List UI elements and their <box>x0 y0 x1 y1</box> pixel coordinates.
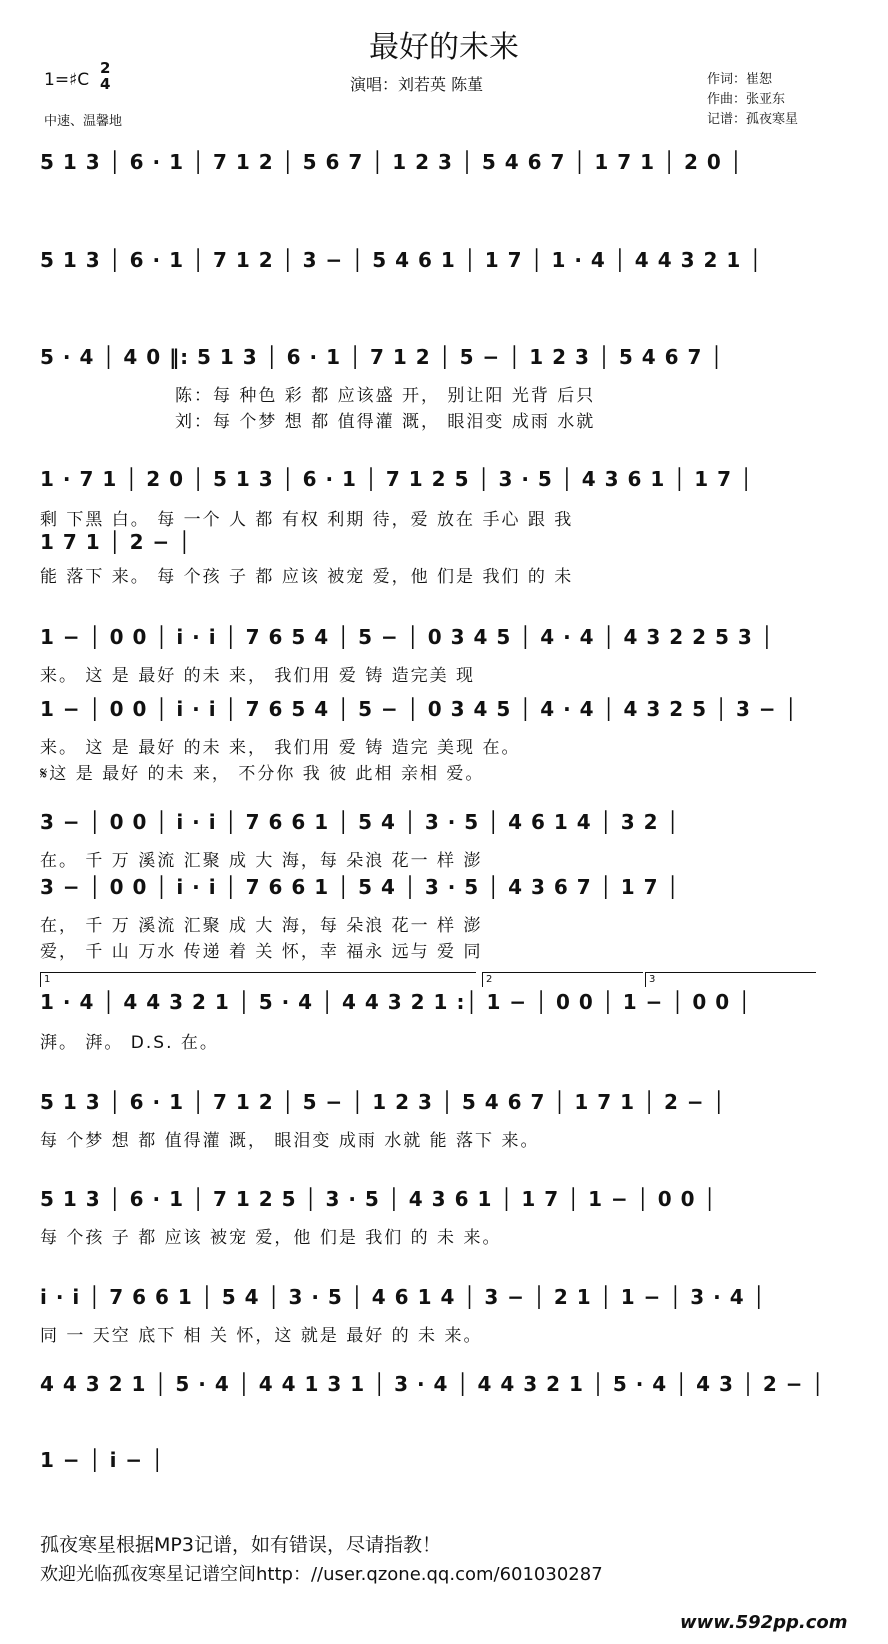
lyrics-row-13: 同 一 天空 底下 相 关 怀，这 就是 最好 的 未 来。 <box>40 1326 483 1346</box>
notes-row-14: 4 4 3 2 1 │ 5 · 4 │ 4 4 1 3 1 │ 3 · 4 │ 4 4 3 2 1 │ 5 · 4 │ 4 3 │ 2 − │ <box>40 1372 825 1396</box>
time-signature <box>100 60 110 92</box>
composer: 作曲：张亚东 <box>707 92 786 107</box>
transcriber: 记谱：孤夜寒星 <box>707 112 799 127</box>
singers: 演唱：刘若英 陈堇 <box>350 75 484 94</box>
notes-row-15: 1 − │ i − │ <box>40 1448 165 1472</box>
volta-number-3: 3 <box>649 974 656 985</box>
lyrics-row-8: 在。 千 万 溪流 汇聚 成 大 海，每 朵浪 花一 样 澎 <box>40 851 483 871</box>
lyrics-row-7b: 𝄋这 是 最好 的未 来， 不分你 我 彼 此相 亲相 爱。 <box>40 764 485 784</box>
volta-number-2: 2 <box>486 974 493 985</box>
footer-line-1: 孤夜寒星根据MP3记谱，如有错误，尽请指教！ <box>40 1534 441 1556</box>
song-title: 最好的未来 <box>369 30 519 65</box>
notes-row-10: 1 · 4 │ 4 4 3 2 1 │ 5 · 4 │ 4 4 3 2 1 :│ 1 − │ 0 0 │ 1 − │ 0 0 │ <box>40 990 752 1014</box>
notes-row-8: 3 − │ 0 0 │ i · i │ 7 6 6 1 │ 5 4 │ 3 · 5 │ 4 6 1 4 │ 3 2 │ <box>40 810 680 834</box>
lyrics-row-6: 来。 这 是 最好 的未 来， 我们用 爱 铸 造完美 现 <box>40 666 476 686</box>
time-top: 2 <box>100 59 111 77</box>
lyricist: 作词：崔恕 <box>707 72 773 87</box>
lyrics-row-4: 剩 下黑 白。 每 一个 人 都 有权 利期 待，爱 放在 手心 跟 我 <box>40 510 574 530</box>
lyrics-row-10: 湃。 湃。 D.S. 在。 <box>40 1033 219 1053</box>
watermark: www.592pp.com <box>680 1612 848 1633</box>
notes-row-1: 5 1 3 │ 6 · 1 │ 7 1 2 │ 5 6 7 │ 1 2 3 │ 5 4 6 7 │ 1 7 1 │ 2 0 │ <box>40 150 743 174</box>
notes-row-5: 1 7 1 │ 2 − │ <box>40 530 192 554</box>
tempo-marking: 中速、温馨地 <box>44 114 123 129</box>
lyrics-row-9b: 爱， 千 山 万水 传递 着 关 怀，幸 福永 远与 爱 同 <box>40 942 483 962</box>
time-bottom: 4 <box>100 75 111 93</box>
notes-row-6: 1 − │ 0 0 │ i · i │ 7 6 5 4 │ 5 − │ 0 3 4 5 │ 4 · 4 │ 4 3 2 2 5 3 │ <box>40 625 774 649</box>
lyrics-row-11: 每 个梦 想 都 值得灌 溉， 眼泪变 成雨 水就 能 落下 来。 <box>40 1131 540 1151</box>
notes-row-13: i · i │ 7 6 6 1 │ 5 4 │ 3 · 5 │ 4 6 1 4 │ 3 − │ 2 1 │ 1 − │ 3 · 4 │ <box>40 1285 766 1309</box>
notes-row-7: 1 − │ 0 0 │ i · i │ 7 6 5 4 │ 5 − │ 0 3 4 5 │ 4 · 4 │ 4 3 2 5 │ 3 − │ <box>40 697 798 721</box>
volta-bracket-2 <box>482 972 643 987</box>
credits <box>707 70 798 130</box>
notes-row-4: 1 · 7 1 │ 2 0 │ 5 1 3 │ 6 · 1 │ 7 1 2 5 │ 3 · 5 │ 4 3 6 1 │ 1 7 │ <box>40 467 754 491</box>
lyrics-row-12: 每 个孩 子 都 应该 被宠 爱，他 们是 我们 的 未 来。 <box>40 1228 502 1248</box>
notes-row-3: 5 · 4 │ 4 0 ‖: 5 1 3 │ 6 · 1 │ 7 1 2 │ 5 − │ 1 2 3 │ 5 4 6 7 │ <box>40 345 724 369</box>
lyrics-row-3a: 陈：每 种色 彩 都 应该盛 开， 别让阳 光背 后只 <box>175 386 596 406</box>
volta-number-1: 1 <box>44 974 51 985</box>
lyrics-row-3b: 刘：每 个梦 想 都 值得灌 溉， 眼泪变 成雨 水就 <box>175 412 596 432</box>
notes-row-9: 3 − │ 0 0 │ i · i │ 7 6 6 1 │ 5 4 │ 3 · 5 │ 4 3 6 7 │ 1 7 │ <box>40 875 680 899</box>
lyrics-row-9a: 在， 千 万 溪流 汇聚 成 大 海，每 朵浪 花一 样 澎 <box>40 916 483 936</box>
volta-bracket-1 <box>40 972 476 987</box>
notes-row-12: 5 1 3 │ 6 · 1 │ 7 1 2 5 │ 3 · 5 │ 4 3 6 1 │ 1 7 │ 1 − │ 0 0 │ <box>40 1187 717 1211</box>
volta-bracket-3 <box>645 972 816 987</box>
notes-row-11: 5 1 3 │ 6 · 1 │ 7 1 2 │ 5 − │ 1 2 3 │ 5 4 6 7 │ 1 7 1 │ 2 − │ <box>40 1090 726 1114</box>
notes-row-2: 5 1 3 │ 6 · 1 │ 7 1 2 │ 3 − │ 5 4 6 1 │ 1 7 │ 1 · 4 │ 4 4 3 2 1 │ <box>40 248 763 272</box>
key-signature <box>44 70 89 90</box>
lyrics-row-5: 能 落下 来。 每 个孩 子 都 应该 被宠 爱，他 们是 我们 的 未 <box>40 567 574 587</box>
footer-line-2: 欢迎光临孤夜寒星记谱空间http：//user.qzone.qq.com/601030287 <box>40 1564 603 1585</box>
key-label: 1=♯C <box>44 70 90 90</box>
lyrics-row-7a: 来。 这 是 最好 的未 来， 我们用 爱 铸 造完 美现 在。 <box>40 738 521 758</box>
